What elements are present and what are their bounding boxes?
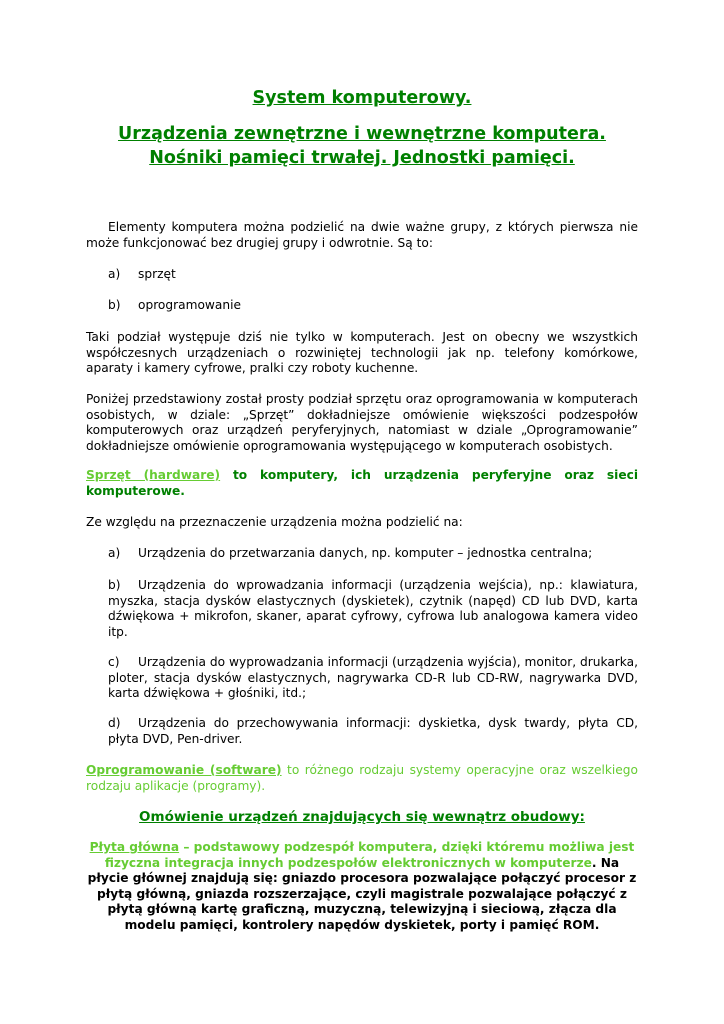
motherboard-paragraph: Płyta główna – podstawowy podzespół komputera, dzięki któremu możliwa jest fizyczna integracja innych podzespołów elektronicznych w komputerze. Na płycie głównej znajdują się: gniazdo procesora pozwalające połączyć procesor z płytą główną, gniazda rozszerzające, czyli magistrale pozwalające połączyć z płytą główną kartę graficzną, muzyczną, telewizyjną i sieciową, złącza dla modelu pamięci, kontrolery napędów dyskietek, porty i pamięć ROM.	[87, 840, 637, 932]
title-line-1: System komputerowy.	[252, 88, 472, 108]
paragraph-technology: Taki podział występuje dziś nie tylko w komputerach. Jest on obecny we wszystkich współczesnych urządzeniach o rozwiniętej technologii jak np. telefony komórkowe, aparaty i kamery cyfrowe, pralki czy roboty kuchenne.	[86, 330, 638, 376]
subtitle-line-3: Nośniki pamięci trwałej. Jednostki pamięci.	[149, 148, 575, 168]
software-definition: Oprogramowanie (software) to różnego rodzaju systemy operacyjne oraz wszelkiego rodzaju aplikacje (programy).	[86, 763, 638, 793]
list-item-software: b) oprogramowanie	[108, 298, 241, 312]
device-item-d: d) Urządzenia do przechowywania informacji: dyskietka, dysk twardy, płyta CD, płyta DVD, Pen-driver.	[108, 716, 638, 746]
device-item-c: c) Urządzenia do wyprowadzania informacji (urządzenia wyjścia), monitor, drukarka, ploter, stacja dysków elastycznych, nagrywarka CD-R lub CD-RW, nagrywarka DVD, karta dźwiękowa + głośniki, itd.;	[108, 655, 638, 701]
hardware-term: Sprzęt (hardware)	[86, 468, 221, 482]
device-item-a: a) Urządzenia do przetwarzania danych, np. komputer – jednostka centralna;	[108, 546, 593, 560]
software-term: Oprogramowanie (software)	[86, 763, 282, 777]
intro-paragraph: Elementy komputera można podzielić na dwie ważne grupy, z których pierwsza nie może funkcjonować bez drugiej grupy i odwrotnie. Są to:	[86, 220, 638, 250]
device-item-b: b) Urządzenia do wprowadzania informacji (urządzenia wejścia), np.: klawiatura, myszka, stacja dysków elastycznych (dyskietek), czytnik (napęd) CD lub DVD, karta dźwiękowa + mikrofon, skaner, aparat cyfrowy, cyfrowa lub analogowa kamera video itp.	[108, 578, 638, 639]
section-heading: Omówienie urządzeń znajdujących się wewnątrz obudowy:	[139, 809, 585, 825]
page-title	[86, 86, 638, 110]
paragraph-division: Poniżej przedstawiony został prosty podział sprzętu oraz oprogramowania w komputerach osobistych, w dziale: „Sprzęt” dokładniejsze omówienie większości podzespołów komputerowych oraz urządzeń peryferyjnych, natomiast w dziale „Oprogramowanie” dokładniejsze omówienie oprogramowania występującego w komputerach osobistych.	[86, 392, 638, 453]
hardware-definition: Sprzęt (hardware) to komputery, ich urządzenia peryferyjne oraz sieci komputerowe.	[86, 468, 638, 498]
list-item-hardware: a) sprzęt	[108, 267, 176, 281]
purpose-intro: Ze względu na przeznaczenie urządzenia można podzielić na:	[86, 515, 463, 529]
subtitle-line-2: Urządzenia zewnętrzne i wewnętrzne komputera.	[118, 124, 606, 144]
motherboard-term: Płyta główna	[89, 840, 180, 854]
